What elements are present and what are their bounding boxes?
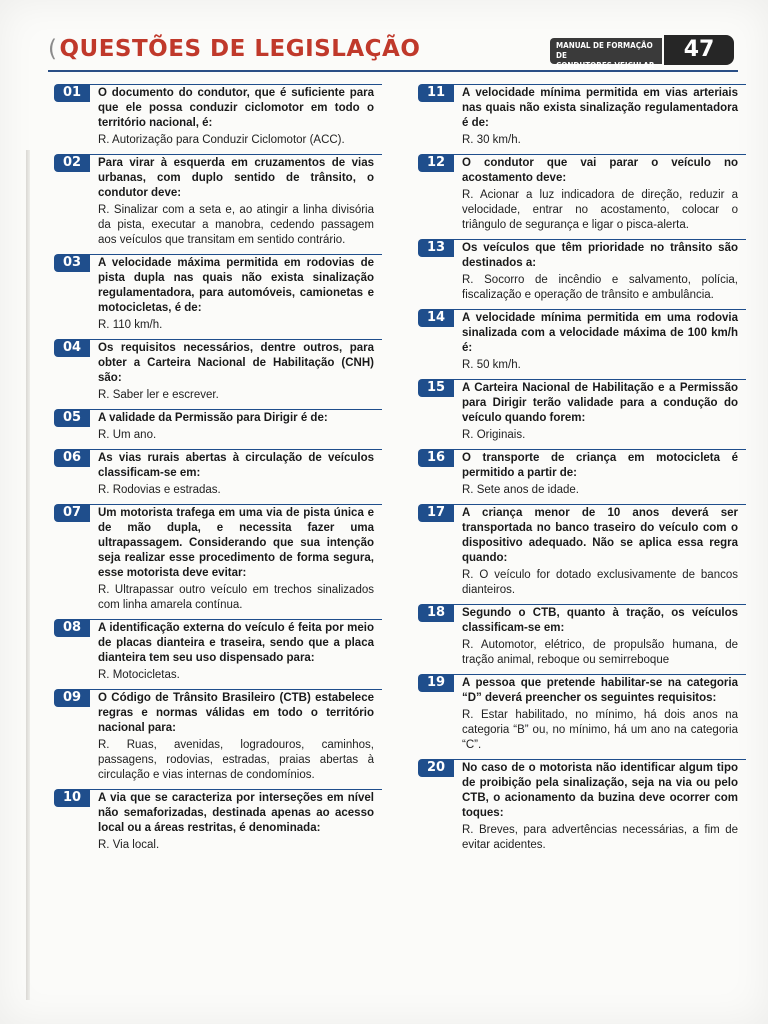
question-body bbox=[462, 154, 738, 233]
header-rule bbox=[48, 70, 738, 72]
question-item bbox=[418, 604, 738, 668]
question-rule bbox=[454, 604, 746, 605]
question-body bbox=[98, 154, 374, 248]
question-number-badge: 07 bbox=[54, 504, 90, 522]
question-rule bbox=[90, 254, 382, 255]
answer-text: R. Originais. bbox=[462, 429, 526, 441]
answer-text: R. Rodovias e estradas. bbox=[98, 484, 221, 496]
question-item bbox=[418, 84, 738, 148]
question-rule bbox=[454, 759, 746, 760]
page-number: 47 bbox=[664, 35, 734, 65]
question-rule bbox=[90, 154, 382, 155]
question-rule bbox=[90, 619, 382, 620]
section-title: (QUESTÕES DE LEGISLAÇÃO bbox=[48, 36, 421, 62]
question-rule bbox=[90, 339, 382, 340]
answer-text: R. Um ano. bbox=[98, 429, 157, 441]
answer-text: R. Via local. bbox=[98, 839, 160, 851]
question-number-badge: 09 bbox=[54, 689, 90, 707]
question-body bbox=[98, 504, 374, 613]
question-text: A velocidade mínima permitida em uma rodovia sinalizada com a velocidade máxima de 100 km/h é: bbox=[462, 312, 738, 354]
question-rule bbox=[90, 504, 382, 505]
question-body bbox=[462, 239, 738, 303]
question-rule bbox=[454, 309, 746, 310]
answer-text: R. O veículo for dotado exclusivamente de bancos dianteiros. bbox=[462, 569, 738, 596]
question-number-badge: 19 bbox=[418, 674, 454, 692]
question-item bbox=[418, 449, 738, 498]
question-rule bbox=[454, 504, 746, 505]
answer-text: R. Acionar a luz indicadora de direção, reduzir a velocidade, entrar no acostamento, colocar o triângulo de segurança e ligar o pisca-alerta. bbox=[462, 189, 738, 231]
question-text: As vias rurais abertas à circulação de veículos classificam-se em: bbox=[98, 452, 374, 479]
right-column bbox=[418, 84, 738, 859]
answer-text: R. Ruas, avenidas, logradouros, caminhos, passagens, rodovias, estradas, praias abertas à circulação e vias internas de condomínios. bbox=[98, 739, 374, 781]
question-body bbox=[462, 759, 738, 853]
question-text: Segundo o CTB, quanto à tração, os veículos classificam-se em: bbox=[462, 607, 738, 634]
question-number-badge: 01 bbox=[54, 84, 90, 102]
question-body bbox=[98, 254, 374, 333]
question-rule bbox=[90, 84, 382, 85]
answer-text: R. 30 km/h. bbox=[462, 134, 521, 146]
question-item bbox=[54, 84, 374, 148]
question-rule bbox=[90, 409, 382, 410]
question-body bbox=[462, 309, 738, 373]
section-title-text: QUESTÕES DE LEGISLAÇÃO bbox=[59, 36, 421, 62]
question-number-badge: 03 bbox=[54, 254, 90, 272]
question-text: Um motorista trafega em uma via de pista única e de mão dupla, e necessita fazer uma ultrapassagem. Considerando que sua intenção seja realizar esse procedimento de forma segura, esse motorista deve evitar: bbox=[98, 507, 374, 579]
question-item bbox=[54, 789, 374, 853]
question-body bbox=[98, 84, 374, 148]
question-rule bbox=[90, 449, 382, 450]
question-body bbox=[462, 449, 738, 498]
question-number-badge: 15 bbox=[418, 379, 454, 397]
answer-text: R. Autorização para Conduzir Ciclomotor (ACC). bbox=[98, 134, 345, 146]
answer-text: R. Breves, para advertências necessárias, a fim de evitar acidentes. bbox=[462, 824, 738, 851]
question-body bbox=[462, 84, 738, 148]
question-body bbox=[98, 449, 374, 498]
question-item bbox=[418, 759, 738, 853]
question-text: O Código de Trânsito Brasileiro (CTB) estabelece regras e normas válidas em todo o território nacional para: bbox=[98, 692, 374, 734]
question-item bbox=[418, 309, 738, 373]
question-item bbox=[54, 339, 374, 403]
answer-text: R. 50 km/h. bbox=[462, 359, 521, 371]
question-text: Os requisitos necessários, dentre outros, para obter a Carteira Nacional de Habilitação (CNH) são: bbox=[98, 342, 374, 384]
question-text: A pessoa que pretende habilitar-se na categoria “D” deverá preencher os seguintes requisitos: bbox=[462, 677, 738, 704]
question-body bbox=[462, 379, 738, 443]
question-body bbox=[462, 674, 738, 753]
question-text: A velocidade mínima permitida em vias arteriais nas quais não exista sinalização regulamentadora é de: bbox=[462, 87, 738, 129]
answer-text: R. Sinalizar com a seta e, ao atingir a linha divisória da pista, executar a manobra, cedendo passagem aos veículos que transitam em sentido contrário. bbox=[98, 204, 374, 246]
question-number-badge: 18 bbox=[418, 604, 454, 622]
question-text: A Carteira Nacional de Habilitação e a Permissão para Dirigir terão validade para a condução do veículo quando forem: bbox=[462, 382, 738, 424]
question-item bbox=[418, 239, 738, 303]
question-rule bbox=[454, 379, 746, 380]
question-text: A identificação externa do veículo é feita por meio de placas dianteira e traseira, sendo que a placa dianteira tem seu uso dispensado para: bbox=[98, 622, 374, 664]
question-text: O documento do condutor, que é suficiente para que ele possa conduzir ciclomotor em todo o território nacional, é: bbox=[98, 87, 374, 129]
question-body bbox=[462, 504, 738, 598]
question-item bbox=[54, 409, 374, 443]
question-number-badge: 14 bbox=[418, 309, 454, 327]
question-number-badge: 16 bbox=[418, 449, 454, 467]
question-number-badge: 02 bbox=[54, 154, 90, 172]
manual-badge bbox=[550, 38, 662, 70]
question-item bbox=[54, 449, 374, 498]
question-text: A validade da Permissão para Dirigir é de: bbox=[98, 412, 328, 424]
question-rule bbox=[454, 154, 746, 155]
left-column bbox=[54, 84, 374, 859]
page-spine-shadow bbox=[26, 150, 30, 1000]
question-item bbox=[54, 504, 374, 613]
question-item bbox=[54, 154, 374, 248]
question-rule bbox=[454, 84, 746, 85]
answer-text: R. Ultrapassar outro veículo em trechos sinalizados com linha amarela contínua. bbox=[98, 584, 374, 611]
question-number-badge: 12 bbox=[418, 154, 454, 172]
question-item bbox=[54, 254, 374, 333]
question-number-badge: 05 bbox=[54, 409, 90, 427]
question-item bbox=[54, 619, 374, 683]
question-body bbox=[462, 604, 738, 668]
question-number-badge: 10 bbox=[54, 789, 90, 807]
question-rule bbox=[90, 789, 382, 790]
question-body bbox=[98, 789, 374, 853]
question-item bbox=[418, 379, 738, 443]
question-number-badge: 13 bbox=[418, 239, 454, 257]
question-body bbox=[98, 689, 374, 783]
question-item bbox=[54, 689, 374, 783]
question-text: A via que se caracteriza por interseções em nível não semaforizadas, destinada apenas ao acesso local ou a áreas restritas, é denominada: bbox=[98, 792, 374, 834]
question-text: Os veículos que têm prioridade no trânsito são destinados a: bbox=[462, 242, 738, 269]
question-text: A velocidade máxima permitida em rodovias de pista dupla nas quais não exista sinalização regulamentadora, para automóveis, camionetas e motocicletas, é de: bbox=[98, 257, 374, 314]
manual-badge-line1: MANUAL DE FORMAÇÃO DE bbox=[556, 41, 653, 60]
question-body bbox=[98, 339, 374, 403]
question-item bbox=[418, 154, 738, 233]
answer-text: R. Automotor, elétrico, de propulsão humana, de tração animal, reboque ou semirreboque bbox=[462, 639, 738, 666]
question-text: A criança menor de 10 anos deverá ser transportada no banco traseiro do veículo com o dispositivo adequado. Não se aplica essa regra quando: bbox=[462, 507, 738, 564]
page-header bbox=[48, 30, 738, 74]
answer-text: R. Saber ler e escrever. bbox=[98, 389, 219, 401]
question-body bbox=[98, 619, 374, 683]
question-text: Para virar à esquerda em cruzamentos de vias urbanas, com duplo sentido de trânsito, o condutor deve: bbox=[98, 157, 374, 199]
question-rule bbox=[90, 689, 382, 690]
question-text: No caso de o motorista não identificar algum tipo de proibição pela sinalização, seja na via ou pelo CTB, o acionamento da buzina deve ocorrer com toques: bbox=[462, 762, 738, 819]
answer-text: R. Motocicletas. bbox=[98, 669, 180, 681]
question-number-badge: 11 bbox=[418, 84, 454, 102]
question-number-badge: 04 bbox=[54, 339, 90, 357]
question-number-badge: 17 bbox=[418, 504, 454, 522]
question-item bbox=[418, 504, 738, 598]
answer-text: R. Socorro de incêndio e salvamento, polícia, fiscalização e operação de trânsito e ambulância. bbox=[462, 274, 738, 301]
manual-badge-line2: CONDUTORES VEICULAR bbox=[556, 61, 655, 70]
question-rule bbox=[454, 674, 746, 675]
question-number-badge: 06 bbox=[54, 449, 90, 467]
question-number-badge: 20 bbox=[418, 759, 454, 777]
answer-text: R. 110 km/h. bbox=[98, 319, 163, 331]
question-item bbox=[418, 674, 738, 753]
question-body bbox=[98, 409, 374, 443]
question-text: O transporte de criança em motocicleta é permitido a partir de: bbox=[462, 452, 738, 479]
answer-text: R. Sete anos de idade. bbox=[462, 484, 579, 496]
question-rule bbox=[454, 239, 746, 240]
question-rule bbox=[454, 449, 746, 450]
question-number-badge: 08 bbox=[54, 619, 90, 637]
answer-text: R. Estar habilitado, no mínimo, há dois anos na categoria “B” ou, no mínimo, há um ano na categoria “C”. bbox=[462, 709, 738, 751]
question-text: O condutor que vai parar o veículo no acostamento deve: bbox=[462, 157, 738, 184]
